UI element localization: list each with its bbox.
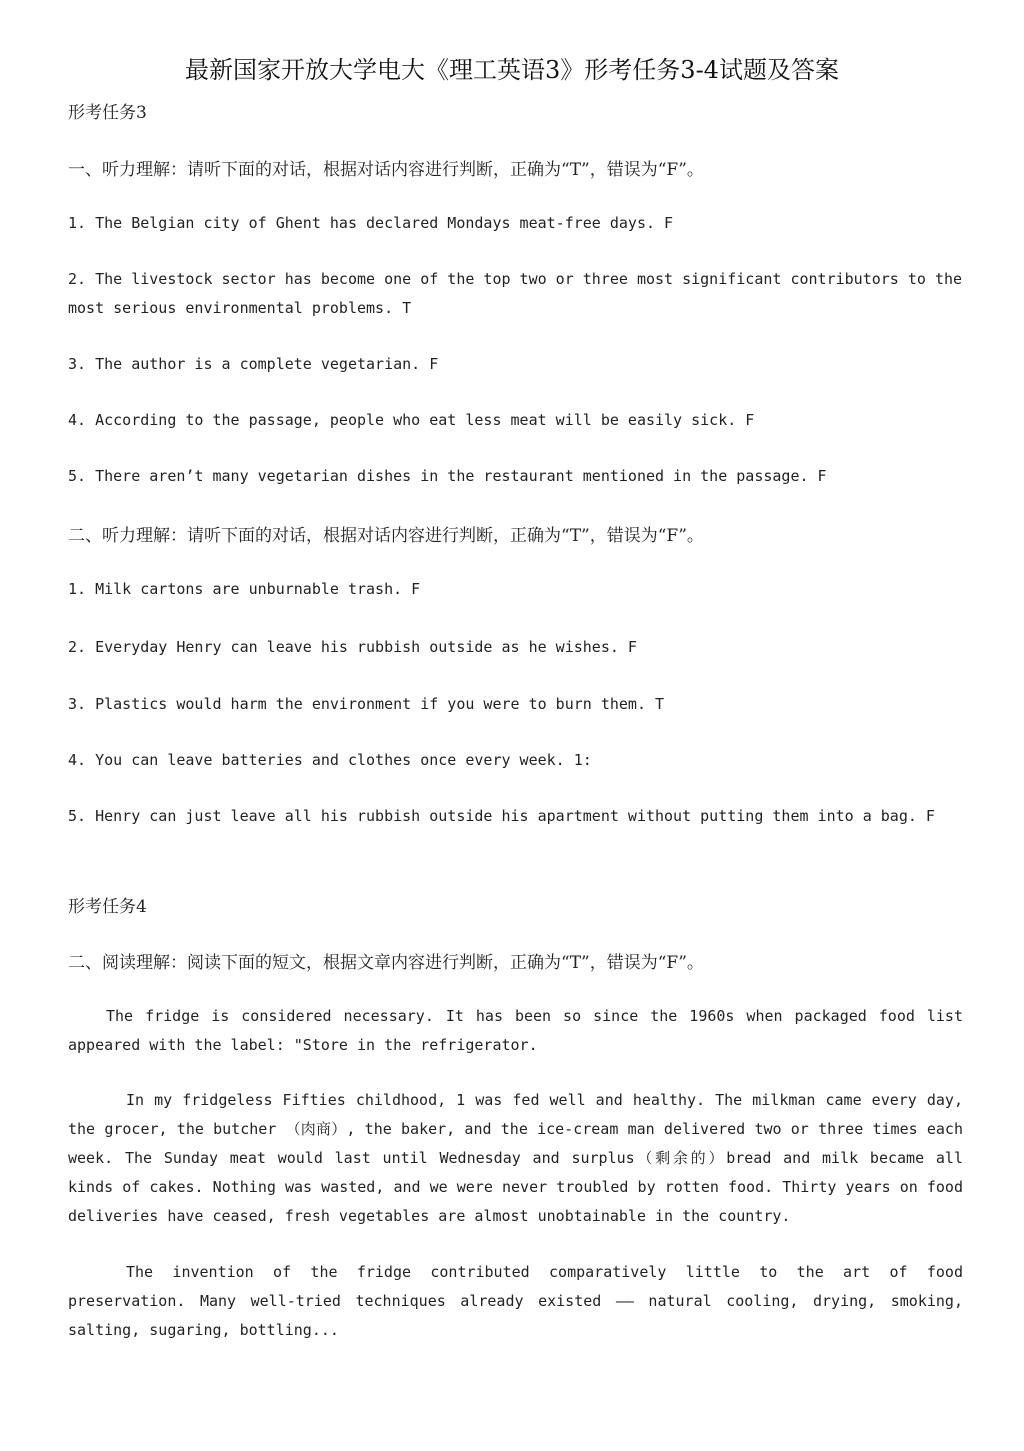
section2-item-5: 5. Henry can just leave all his rubbish outside his apartment without putting them into a bag. F [68,807,935,825]
section2-instruction: 二、听力理解：请听下面的对话，根据对话内容进行判断，正确为“T”，错误为“F”。 [68,526,704,546]
section2-item-1: 1. Milk cartons are unburnable trash. F [68,580,421,598]
section2-item-4: 4. You can leave batteries and clothes once every week. 1: [68,751,592,769]
document-title: 最新国家开放大学电大《理工英语3》形考任务3-4试题及答案 [185,56,839,84]
section1-item-2: 2. The livestock sector has become one of the top two or three most significant contributors to the most serious environmental problems. T [68,270,963,317]
reading-paragraph-3: The invention of the fridge contributed comparatively little to the art of food preservation. Many well-tried techniques already existed —— natural cooling, drying, smoking, salting, sugaring, bottling... [68,1263,963,1339]
section2-item-2: 2. Everyday Henry can leave his rubbish outside as he wishes. F [68,638,637,656]
section1-item-3: 3. The author is a complete vegetarian. F [68,355,439,373]
section1-item-1: 1. The Belgian city of Ghent has declared Mondays meat-free days. F [68,214,674,232]
section2-item-3: 3. Plastics would harm the environment if you were to burn them. T [68,695,665,713]
section1-item-4: 4. According to the passage, people who eat less meat will be easily sick. F [68,411,755,429]
task4-heading: 形考任务4 [68,897,147,917]
section1-item-5: 5. There aren’t many vegetarian dishes in the restaurant mentioned in the passage. F [68,467,827,485]
section1-instruction: 一、听力理解：请听下面的对话，根据对话内容进行判断，正确为“T”，错误为“F”。 [68,160,704,180]
reading-paragraph-2: In my fridgeless Fifties childhood, 1 was fed well and healthy. The milkman came every day, the grocer, the butcher （肉商）, the baker, and the ice-cream man delivered two or three times each week. The Sunday meat would last until Wednesday and surplus（剩余的）bread and milk became all kinds of cakes. Nothing was wasted, and we were never troubled by rotten food. Thirty years on food deliveries have ceased, fresh vegetables are almost unobtainable in the country. [68,1091,963,1225]
reading-instruction: 二、阅读理解：阅读下面的短文，根据文章内容进行判断，正确为“T”，错误为“F”。 [68,953,704,973]
task3-heading: 形考任务3 [68,103,147,123]
reading-paragraph-1: The fridge is considered necessary. It has been so since the 1960s when packaged food list appeared with the label: "Store in the refrigerator. [68,1007,963,1054]
